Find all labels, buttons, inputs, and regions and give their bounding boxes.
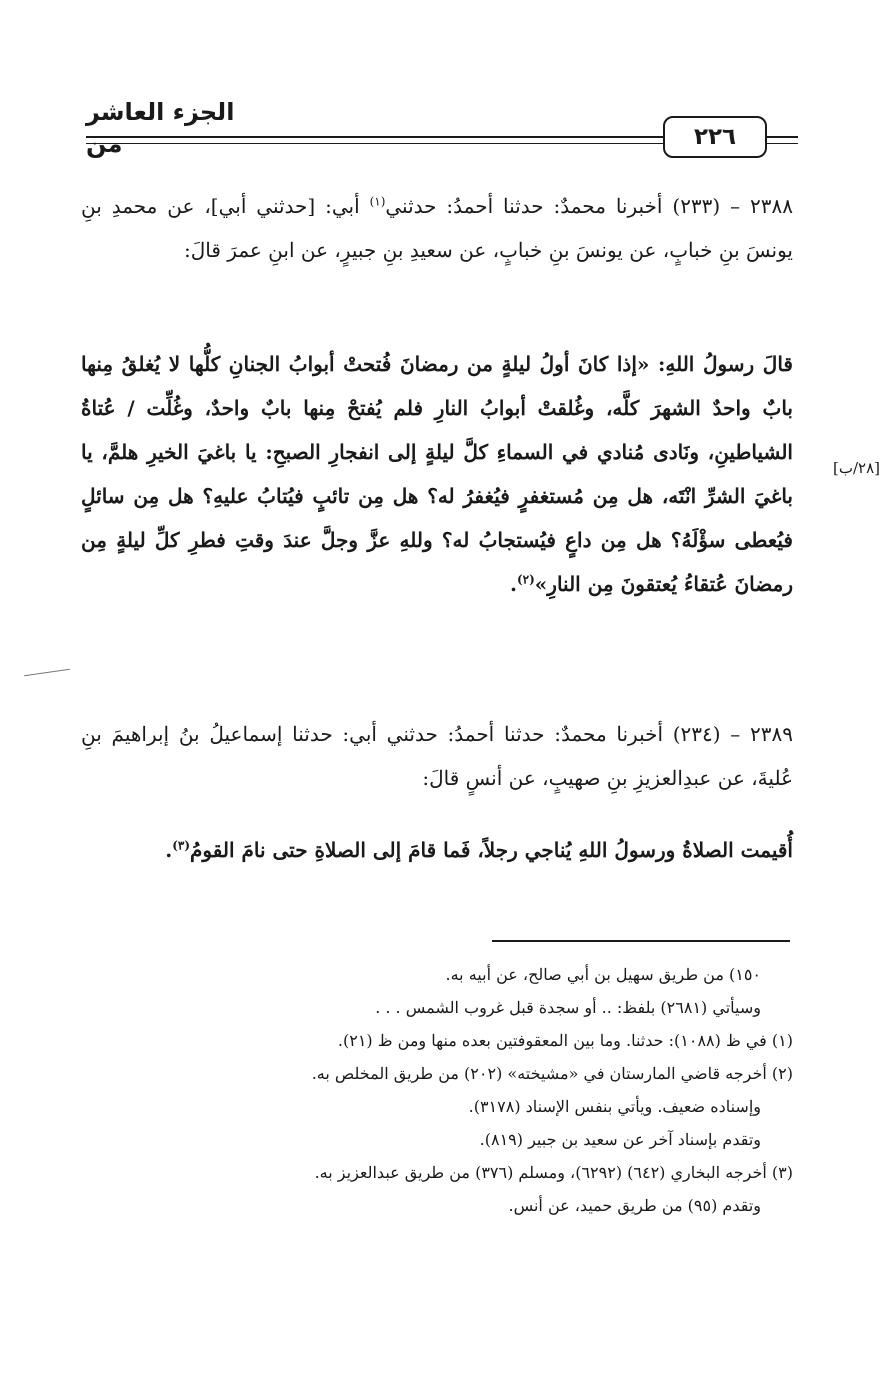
hadith-2388-end: . [510, 572, 517, 596]
hadith-2388-chain-text: أبي: [حدثني أبي]، عن محمدِ بنِ يونسَ بنِ خبابٍ، عن يونسَ بنِ خبابٍ، عن سعيدِ بنِ جبيرٍ، عن ابنِ عمرَ قالَ: [81, 194, 793, 262]
hadith-2388-chain [81, 184, 793, 272]
page-number: ٢٢٦ [663, 116, 767, 158]
hadith-2389-matn: أُقيمت الصلاةُ ورسولُ اللهِ يُناجي رجلاً، فَما قامَ إلى الصلاةِ حتى نامَ القومُ [190, 838, 793, 862]
footnotes-section [113, 958, 793, 1222]
hadith-2389-chain [81, 712, 793, 800]
hadith-2388-text [81, 342, 793, 606]
footnote-line: وإسناده ضعيف. ويأتي بنفس الإسناد (٣١٧٨). [468, 1097, 761, 1116]
footnote-line: وتقدم بإسناد آخر عن سعيد بن جبير (٨١٩). [479, 1130, 761, 1149]
margin-folio-note: [٢٨/ب] [832, 459, 880, 477]
hadith-2389-text [81, 828, 793, 872]
hadith-2388-intro: ٢٣٨٨ – (٢٣٣) أخبرنا محمدٌ: حدثنا أحمدُ: حدثني [385, 194, 793, 218]
footnote-separator [492, 940, 790, 942]
footnote-ref-2[interactable]: (٢) [516, 572, 535, 587]
footnote-line: (٢) أخرجه قاضي المارستان في «مشيخته» (٢٠٢) من طريق المخلص به. [311, 1064, 793, 1083]
hadith-2388-matn: قالَ رسولُ اللهِ: «إذا كانَ أولُ ليلةٍ من رمضانَ فُتحتْ أبوابُ الجنانِ كلُّها لا يُغلقُ مِنها بابٌ واحدٌ الشهرَ كلَّه، وغُلقتْ أبوابُ النارِ فلم يُفتحْ مِنها بابٌ واحدٌ، وغُلِّت / عُتاةُ الشياطينِ، ونَادى مُنادي في السماءِ كلَّ ليلةٍ إلى انفجارِ الصبحِ: يا باغيَ الخيرِ هلمَّ، يا باغيَ الشرِّ انْتَه، هل مِن مُستغفرٍ فيُغفرُ له؟ هل مِن تائبٍ فيُتابُ عليهِ؟ هل مِن سائلٍ فيُعطى سؤْلَهُ؟ هل مِن داعٍ فيُستجابُ له؟ وللهِ عزَّ وجلَّ عندَ وقتِ فطرِ كلِّ ليلةٍ مِن رمضانَ عُتقاءُ يُعتقونَ مِن النارِ» [81, 352, 793, 596]
footnote-line: ١٥٠) من طريق سهيل بن أبي صالح، عن أبيه به. [445, 965, 761, 984]
footnote-line: وسيأتي (٢٦٨١) بلفظ: .. أو سجدة قبل غروب الشمس . . . [375, 998, 761, 1017]
hadith-2389-end: . [165, 838, 173, 862]
footnote-line: وتقدم (٩٥) من طريق حميد، عن أنس. [508, 1196, 761, 1215]
hadith-2389-chain-text: ٢٣٨٩ – (٢٣٤) أخبرنا محمدٌ: حدثنا أحمدُ: حدثني أبي: حدثنا إسماعيلُ بنُ إبراهيمَ بنِ عُليةَ، عن عبدِالعزيزِ بنِ صهيبٍ، عن أنسٍ قالَ: [81, 722, 793, 790]
footnote-line: (١) في ظ (١٠٨٨): حدثنا. وما بين المعقوفتين بعده منها ومن ظ (٢١). [337, 1031, 793, 1050]
margin-stroke [24, 669, 70, 676]
footnote-ref-1[interactable]: (١) [369, 194, 386, 209]
footnote-ref-3[interactable]: (٣) [172, 838, 191, 853]
footnote-line: (٣) أخرجه البخاري (٦٤٢) (٦٢٩٢)، ومسلم (٣٧٦) من طريق عبدالعزيز به. [314, 1163, 793, 1182]
running-header-title: الجزء العاشر من [86, 98, 235, 158]
